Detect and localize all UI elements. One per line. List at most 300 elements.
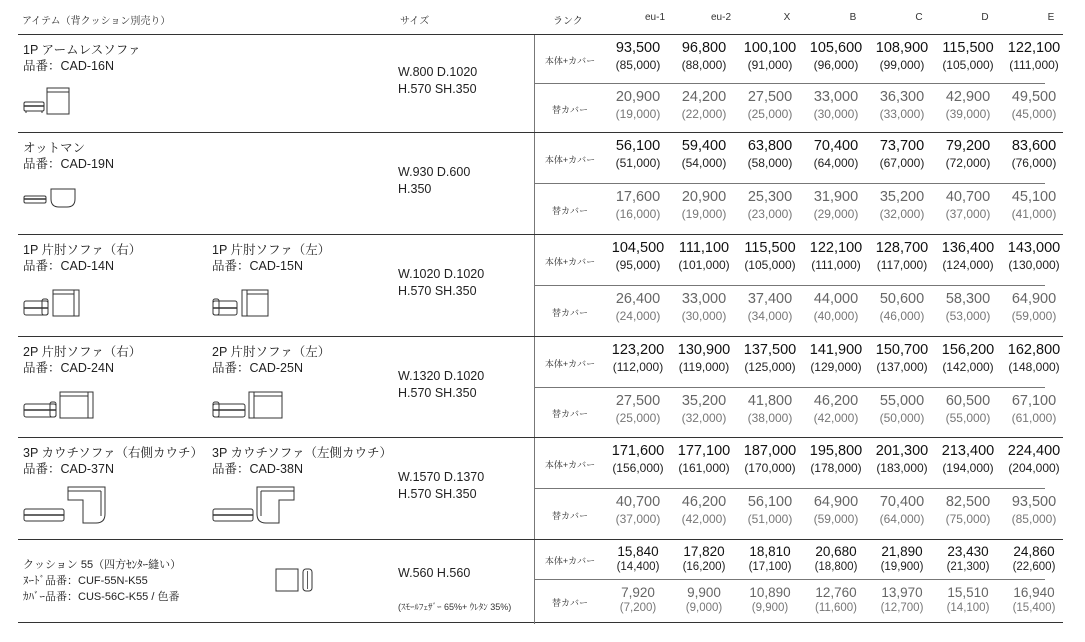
spare-cover-row: [534, 286, 1057, 337]
price-cell: [1001, 392, 1067, 426]
body-cover-row: [534, 540, 1056, 580]
product-name: 3P カウチソファ（左側カウチ）: [212, 446, 393, 460]
price-cell: [869, 39, 935, 73]
spare-cover-row: [534, 580, 1056, 624]
price-excl-tax: (67,000): [879, 156, 925, 170]
price-excl-tax: (14,100): [946, 602, 990, 614]
price-cell: [803, 584, 869, 615]
price-excl-tax: (41,000): [1011, 207, 1057, 221]
price-cell: [869, 543, 935, 574]
spare-cover-label: 替カバー: [551, 105, 588, 115]
price-excl-tax: (183,000): [876, 461, 928, 475]
cushion-cover-code: ｶﾊﾞｰ品番：CUS-56C-K55 / 色番: [23, 591, 180, 603]
price-excl-tax: (19,900): [880, 561, 924, 573]
price-value: 17,820: [683, 544, 725, 559]
product-row: [18, 34, 1063, 132]
price-cell: [737, 39, 803, 73]
price-cell: [1001, 239, 1067, 273]
price-block: [18, 133, 1063, 235]
price-excl-tax: (21,300): [946, 561, 990, 573]
price-cell: [803, 543, 869, 574]
price-value: 83,600: [1011, 138, 1057, 154]
price-value: 93,500: [1011, 494, 1057, 510]
price-cell: [671, 39, 737, 73]
price-value: 35,200: [879, 189, 925, 205]
price-cell: [869, 188, 935, 222]
price-value: 50,600: [879, 291, 925, 307]
price-excl-tax: (111,000): [1009, 58, 1059, 72]
price-excl-tax: (112,000): [612, 360, 664, 374]
price-cell: [1001, 39, 1067, 73]
price-value: 195,800: [809, 443, 863, 459]
price-excl-tax: (37,000): [945, 207, 991, 221]
body-cover-label: 本体+カバー: [544, 359, 596, 369]
price-excl-tax: (129,000): [810, 360, 862, 374]
price-excl-tax: (34,000): [747, 309, 793, 323]
spare-cover-label: 替カバー: [551, 206, 588, 216]
price-value: 224,400: [1007, 443, 1061, 459]
price-cell: [935, 543, 1001, 574]
price-value: 17,600: [615, 189, 661, 205]
spare-cover-row: [534, 84, 1057, 133]
price-value: 37,400: [747, 291, 793, 307]
price-value: 16,940: [1013, 585, 1055, 600]
price-cell: [605, 290, 671, 324]
price-excl-tax: (22,600): [1012, 561, 1056, 573]
price-excl-tax: (51,000): [747, 512, 793, 526]
price-cell: [737, 442, 803, 476]
price-excl-tax: (33,000): [879, 107, 925, 121]
product-size: W.1570 D.1370 H.570 SH.350: [398, 470, 485, 501]
price-excl-tax: (148,000): [1008, 360, 1060, 374]
price-cell: [737, 392, 803, 426]
price-excl-tax: (39,000): [945, 107, 991, 121]
price-excl-tax: (23,000): [747, 207, 793, 221]
price-cell: [671, 543, 737, 574]
price-value: 41,800: [747, 393, 793, 409]
body-cover-row: [534, 337, 1061, 388]
price-value: 213,400: [941, 443, 995, 459]
price-cell: [803, 39, 869, 73]
price-value: 27,500: [747, 89, 793, 105]
price-cell: [605, 493, 671, 527]
price-value: 64,900: [813, 494, 859, 510]
price-excl-tax: (85,000): [615, 58, 661, 72]
price-value: 26,400: [615, 291, 661, 307]
price-excl-tax: (25,000): [747, 107, 793, 121]
price-value: 20,900: [681, 189, 727, 205]
price-cell: [1001, 493, 1067, 527]
price-cell: [737, 543, 803, 574]
price-value: 55,000: [879, 393, 925, 409]
price-value: 20,900: [615, 89, 661, 105]
product-row: [18, 132, 1063, 234]
price-cell: [737, 239, 803, 273]
price-excl-tax: (105,000): [942, 58, 994, 72]
price-cell: [737, 584, 803, 615]
price-value: 49,500: [1011, 89, 1057, 105]
price-excl-tax: (7,200): [619, 602, 657, 614]
price-value: 44,000: [813, 291, 859, 307]
price-cell: [869, 88, 935, 122]
product-size: W.1020 D.1020 H.570 SH.350: [398, 267, 485, 298]
price-value: 136,400: [941, 240, 995, 256]
header-rank-col: E: [1047, 12, 1055, 23]
price-value: 70,400: [879, 494, 925, 510]
price-excl-tax: (22,000): [681, 107, 727, 121]
spare-cover-label: 替カバー: [551, 511, 588, 521]
price-cell: [1001, 543, 1067, 574]
price-excl-tax: (50,000): [879, 411, 925, 425]
price-cell: [737, 341, 803, 375]
price-cell: [869, 137, 935, 171]
cushion-price-block: [18, 540, 1063, 624]
price-cell: [869, 442, 935, 476]
body-cover-label: 本体+カバー: [544, 556, 596, 566]
price-excl-tax: (88,000): [681, 58, 727, 72]
price-cell: [869, 584, 935, 615]
cushion-name: クッション 55（四方ｾﾝﾀｰ縫い）: [23, 559, 182, 571]
price-block: [18, 438, 1063, 540]
price-value: 20,680: [815, 544, 857, 559]
product-name: 2P 片肘ソファ（左）: [212, 345, 331, 359]
price-excl-tax: (64,000): [813, 156, 859, 170]
price-excl-tax: (54,000): [681, 156, 727, 170]
spare-cover-row: [534, 388, 1057, 438]
price-value: 111,100: [678, 240, 730, 256]
price-cell: [1001, 188, 1067, 222]
price-value: 115,500: [942, 40, 994, 56]
price-value: 141,900: [809, 342, 863, 358]
price-cell: [935, 392, 1001, 426]
product-code: 品番：CAD-38N: [212, 462, 303, 476]
price-cell: [803, 442, 869, 476]
price-value: 60,500: [945, 393, 991, 409]
price-excl-tax: (55,000): [945, 411, 991, 425]
price-excl-tax: (64,000): [879, 512, 925, 526]
product-code: 品番：CAD-24N: [23, 361, 114, 375]
price-value: 100,100: [743, 40, 797, 56]
price-cell: [671, 88, 737, 122]
price-value: 104,500: [611, 240, 665, 256]
price-value: 201,300: [875, 443, 929, 459]
product-size: W.800 D.1020 H.570 SH.350: [398, 65, 478, 96]
price-value: 58,300: [945, 291, 991, 307]
header-rank: ランク: [553, 16, 583, 27]
price-cell: [803, 137, 869, 171]
price-value: 18,810: [749, 544, 791, 559]
price-excl-tax: (142,000): [942, 360, 994, 374]
cushion-size: W.560 H.560: [398, 566, 471, 580]
price-excl-tax: (156,000): [612, 461, 664, 475]
price-excl-tax: (178,000): [810, 461, 862, 475]
product-code: 品番：CAD-14N: [23, 259, 114, 273]
spare-cover-row: [534, 489, 1057, 540]
product-row: [18, 234, 1063, 336]
price-cell: [605, 239, 671, 273]
price-cell: [605, 188, 671, 222]
price-excl-tax: (19,000): [615, 107, 661, 121]
price-cell: [803, 392, 869, 426]
price-value: 56,100: [747, 494, 793, 510]
spare-cover-row: [534, 184, 1057, 235]
price-excl-tax: (16,200): [682, 561, 726, 573]
price-cell: [1001, 442, 1067, 476]
price-cell: [935, 239, 1001, 273]
cushion-material-note: (ｽﾓｰﾙﾌｪｻﾞｰ 65%+ ｳﾚﾀﾝ 35%): [398, 602, 512, 612]
price-excl-tax: (119,000): [678, 360, 730, 374]
body-cover-label: 本体+カバー: [544, 257, 596, 267]
price-cell: [671, 493, 737, 527]
price-value: 25,300: [747, 189, 793, 205]
price-excl-tax: (105,000): [744, 258, 796, 272]
price-excl-tax: (137,000): [876, 360, 928, 374]
price-value: 143,000: [1007, 240, 1061, 256]
price-excl-tax: (9,000): [685, 602, 723, 614]
price-excl-tax: (30,000): [681, 309, 727, 323]
product-name: 2P 片肘ソファ（右）: [23, 345, 142, 359]
body-cover-row: [534, 235, 1061, 286]
price-value: 40,700: [615, 494, 661, 510]
price-excl-tax: (17,100): [748, 561, 792, 573]
price-excl-tax: (111,000): [811, 258, 861, 272]
price-excl-tax: (30,000): [813, 107, 859, 121]
cushion-row: [18, 539, 1063, 623]
price-cell: [737, 137, 803, 171]
header-rank-col: B: [849, 12, 857, 23]
price-excl-tax: (99,000): [879, 58, 925, 72]
price-cell: [935, 341, 1001, 375]
price-cell: [803, 493, 869, 527]
price-cell: [1001, 341, 1067, 375]
price-excl-tax: (95,000): [615, 258, 661, 272]
price-cell: [605, 543, 671, 574]
price-value: 79,200: [945, 138, 991, 154]
product-size: W.930 D.600 H.350: [398, 165, 471, 196]
price-value: 46,200: [681, 494, 727, 510]
price-value: 33,000: [681, 291, 727, 307]
price-excl-tax: (19,000): [681, 207, 727, 221]
price-value: 46,200: [813, 393, 859, 409]
price-excl-tax: (194,000): [942, 461, 994, 475]
body-cover-label: 本体+カバー: [544, 460, 596, 470]
price-cell: [605, 137, 671, 171]
price-value: 115,500: [744, 240, 796, 256]
price-excl-tax: (42,000): [681, 512, 727, 526]
price-excl-tax: (75,000): [945, 512, 991, 526]
price-cell: [803, 88, 869, 122]
price-excl-tax: (37,000): [615, 512, 661, 526]
price-value: 108,900: [875, 40, 929, 56]
price-value: 105,600: [809, 40, 863, 56]
price-cell: [1001, 88, 1067, 122]
price-excl-tax: (40,000): [813, 309, 859, 323]
spare-cover-label: 替カバー: [551, 308, 588, 318]
price-value: 33,000: [813, 89, 859, 105]
price-value: 31,900: [813, 189, 859, 205]
price-value: 96,800: [681, 40, 727, 56]
price-excl-tax: (29,000): [813, 207, 859, 221]
price-block: [18, 235, 1063, 337]
product-name: オットマン: [23, 141, 86, 155]
price-value: 13,970: [881, 585, 923, 600]
price-cell: [935, 584, 1001, 615]
price-value: 23,430: [947, 544, 989, 559]
price-value: 150,700: [875, 342, 929, 358]
price-excl-tax: (38,000): [747, 411, 793, 425]
price-value: 73,700: [879, 138, 925, 154]
price-value: 156,200: [941, 342, 995, 358]
price-value: 35,200: [681, 393, 727, 409]
price-value: 27,500: [615, 393, 661, 409]
price-cell: [803, 188, 869, 222]
price-value: 93,500: [615, 40, 661, 56]
price-cell: [671, 442, 737, 476]
product-name: 1P 片肘ソファ（左）: [212, 243, 331, 257]
price-cell: [671, 239, 737, 273]
price-value: 24,860: [1013, 544, 1055, 559]
price-cell: [605, 88, 671, 122]
price-excl-tax: (24,000): [615, 309, 661, 323]
header-rank-col: X: [783, 12, 791, 23]
price-cell: [869, 493, 935, 527]
price-cell: [605, 341, 671, 375]
price-cell: [605, 442, 671, 476]
price-value: 130,900: [677, 342, 731, 358]
cushion-nude-code: ﾇｰﾄﾞ品番：CUF-55N-K55: [23, 575, 148, 587]
price-cell: [737, 493, 803, 527]
price-value: 36,300: [879, 89, 925, 105]
price-excl-tax: (42,000): [813, 411, 859, 425]
price-cell: [935, 137, 1001, 171]
price-block: [18, 35, 1063, 133]
price-value: 10,890: [749, 585, 791, 600]
product-name: 3P カウチソファ（右側カウチ）: [23, 446, 204, 460]
price-cell: [1001, 290, 1067, 324]
price-cell: [737, 188, 803, 222]
header-rank-col: eu-2: [710, 12, 731, 23]
price-excl-tax: (12,700): [880, 602, 924, 614]
product-name: 1P アームレスソファ: [23, 43, 141, 57]
price-cell: [869, 341, 935, 375]
price-excl-tax: (61,000): [1011, 411, 1057, 425]
price-value: 64,900: [1011, 291, 1057, 307]
price-excl-tax: (91,000): [747, 58, 793, 72]
price-value: 15,840: [617, 544, 659, 559]
price-excl-tax: (59,000): [813, 512, 859, 526]
price-cell: [935, 188, 1001, 222]
price-excl-tax: (76,000): [1011, 156, 1057, 170]
price-excl-tax: (32,000): [879, 207, 925, 221]
price-cell: [737, 88, 803, 122]
price-excl-tax: (101,000): [678, 258, 730, 272]
price-excl-tax: (53,000): [945, 309, 991, 323]
header-rank-col: C: [915, 12, 923, 23]
price-value: 187,000: [743, 443, 797, 459]
price-excl-tax: (59,000): [1011, 309, 1057, 323]
price-excl-tax: (204,000): [1008, 461, 1060, 475]
price-cell: [803, 239, 869, 273]
price-cell: [869, 392, 935, 426]
price-cell: [671, 188, 737, 222]
price-value: 171,600: [611, 443, 665, 459]
price-cell: [803, 290, 869, 324]
price-cell: [1001, 584, 1067, 615]
price-excl-tax: (96,000): [813, 58, 859, 72]
price-excl-tax: (25,000): [615, 411, 661, 425]
price-value: 70,400: [813, 138, 859, 154]
price-cell: [671, 392, 737, 426]
price-value: 59,400: [681, 138, 727, 154]
price-value: 45,100: [1011, 189, 1057, 205]
price-value: 24,200: [681, 89, 727, 105]
price-excl-tax: (32,000): [681, 411, 727, 425]
price-value: 12,760: [815, 585, 857, 600]
price-cell: [869, 290, 935, 324]
price-value: 123,200: [611, 342, 665, 358]
price-value: 15,510: [947, 585, 989, 600]
price-value: 137,500: [743, 342, 797, 358]
price-excl-tax: (85,000): [1011, 512, 1057, 526]
price-cell: [935, 442, 1001, 476]
price-cell: [1001, 137, 1067, 171]
price-cell: [671, 137, 737, 171]
price-value: 56,100: [615, 138, 661, 154]
price-cell: [605, 39, 671, 73]
price-cell: [605, 584, 671, 615]
price-excl-tax: (15,400): [1012, 602, 1056, 614]
price-value: 21,890: [881, 544, 923, 559]
price-excl-tax: (124,000): [942, 258, 994, 272]
price-excl-tax: (125,000): [744, 360, 796, 374]
price-value: 177,100: [677, 443, 731, 459]
body-cover-row: [534, 438, 1061, 489]
price-value: 40,700: [945, 189, 991, 205]
price-excl-tax: (46,000): [879, 309, 925, 323]
body-cover-row: [534, 133, 1057, 184]
price-excl-tax: (45,000): [1011, 107, 1057, 121]
price-excl-tax: (72,000): [945, 156, 991, 170]
price-value: 82,500: [945, 494, 991, 510]
product-code: 品番：CAD-19N: [23, 157, 114, 171]
price-value: 122,100: [809, 240, 863, 256]
price-cell: [605, 392, 671, 426]
price-cell: [671, 290, 737, 324]
header-rank-col: eu-1: [644, 12, 665, 23]
price-value: 63,800: [747, 138, 793, 154]
price-excl-tax: (117,000): [876, 258, 928, 272]
price-cell: [935, 290, 1001, 324]
price-cell: [671, 341, 737, 375]
price-excl-tax: (18,800): [814, 561, 858, 573]
price-value: 122,100: [1007, 40, 1061, 56]
price-excl-tax: (170,000): [744, 461, 796, 475]
price-excl-tax: (11,600): [815, 602, 857, 614]
price-value: 128,700: [875, 240, 929, 256]
price-excl-tax: (161,000): [678, 461, 730, 475]
spare-cover-label: 替カバー: [551, 598, 588, 608]
price-value: 7,920: [621, 585, 655, 600]
product-code: 品番：CAD-16N: [23, 59, 114, 73]
price-value: 67,100: [1011, 393, 1057, 409]
body-cover-label: 本体+カバー: [544, 155, 596, 165]
price-cell: [935, 39, 1001, 73]
body-cover-row: [534, 35, 1061, 84]
price-excl-tax: (58,000): [747, 156, 793, 170]
header-size: サイズ: [400, 16, 430, 27]
product-code: 品番：CAD-25N: [212, 361, 303, 375]
price-cell: [671, 584, 737, 615]
